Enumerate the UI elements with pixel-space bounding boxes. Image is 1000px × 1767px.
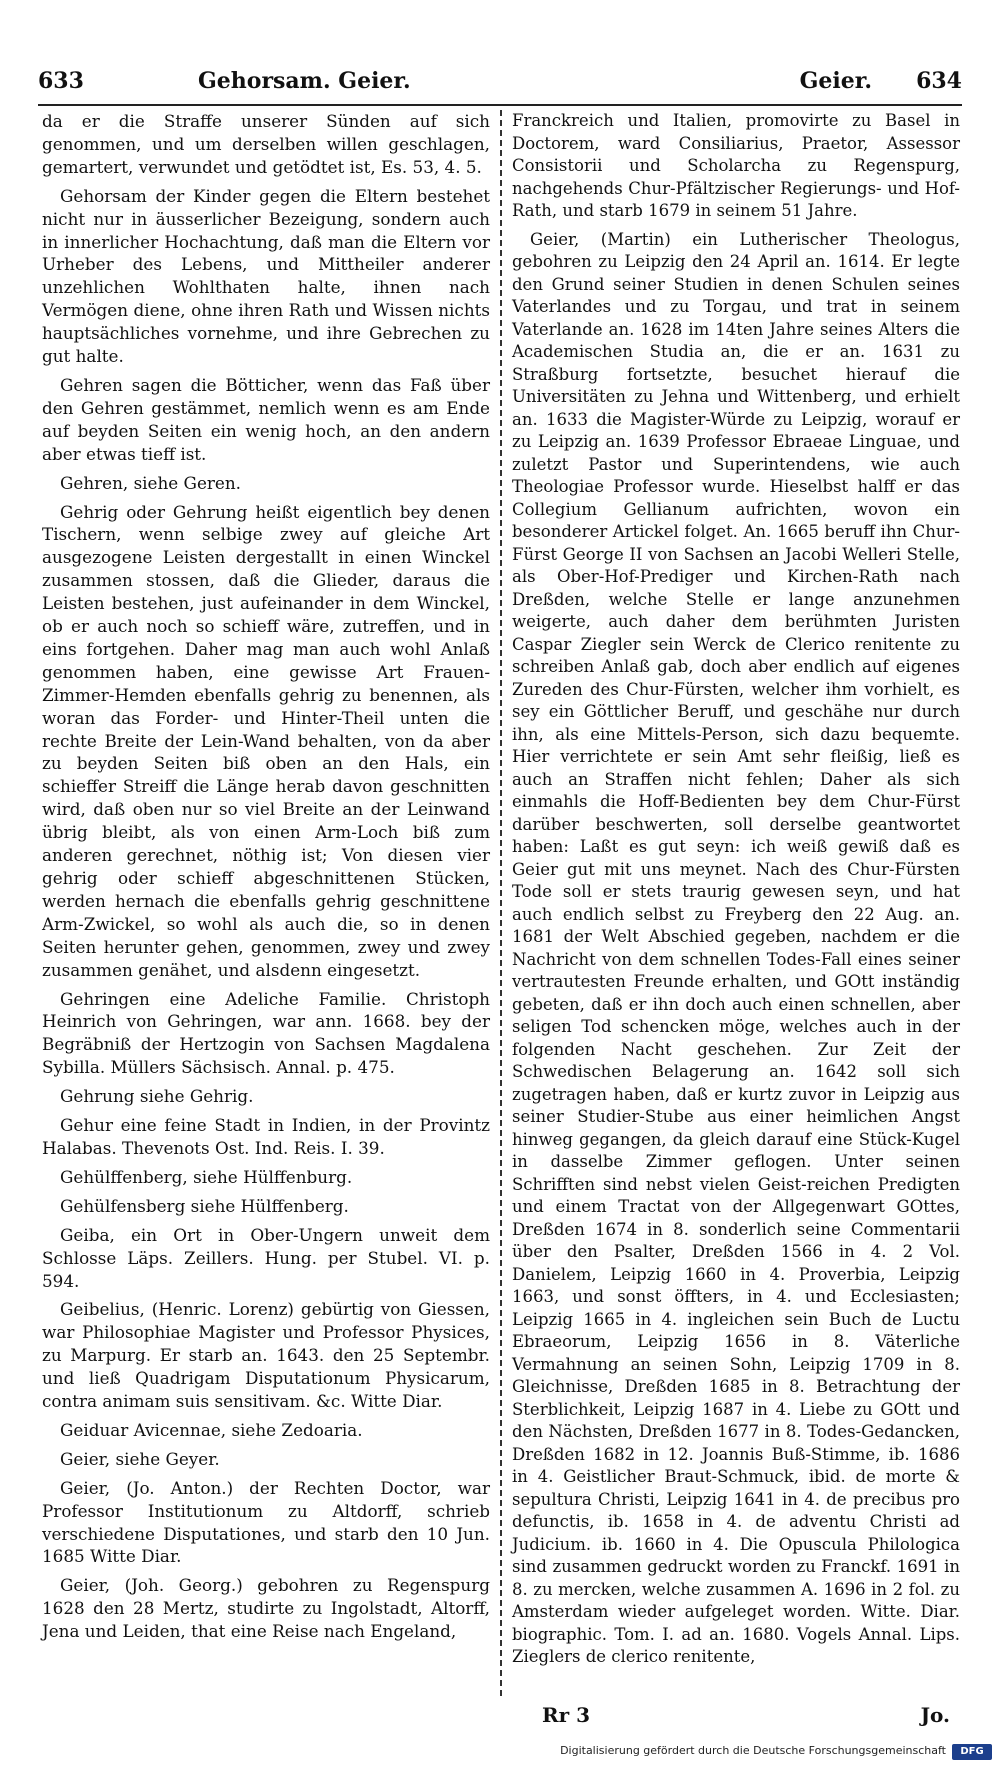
column-divider (500, 110, 502, 1700)
page-number-right: 634 (916, 68, 962, 94)
entry: Gehrung siehe Gehrig. (60, 1086, 254, 1107)
entry: Gehren sagen die Bötticher, wenn das Faß über den Gehren gestämmet, nemlich wenn es am Ende auf beyden Seiten ein wenig hoch, an den andern aber etwas tieff ist. (42, 374, 490, 464)
page-footer (42, 1703, 960, 1737)
entry: Geier, (Jo. Anton.) der Rechten Doctor, war Professor Institutionum zu Altdorff, schrieb verschiedene Disputationes, und starb den 10 Jun. 1685 Witte Diar. (42, 1477, 490, 1567)
entry: Gehülfensberg siehe Hülffenberg. (60, 1195, 349, 1216)
entry: Geier, (Joh. Georg.) gebohren zu Regenspurg 1628 den 28 Mertz, studirte zu Ingolstadt, Altorff, Jena und Leiden, that eine Reise nach Engeland, (42, 1575, 490, 1642)
header-title-right: Geier. (799, 68, 872, 94)
catchword: Jo. (920, 1703, 950, 1727)
entry: Gehülffenberg, siehe Hülffenburg. (60, 1166, 353, 1187)
entry: Gehrig oder Gehrung heißt eigentlich bey denen Tischern, wenn selbige zwey auf gleiche Art ausgezogene Leisten dergestallt in einen Winckel zusammen stossen, daß die Glieder, daraus die Leisten bestehen, just aufeinander in dem Winckel, ob er auch noch so schieff wäre, zutreffen, und in eins fortgehen. Daher mag man auch wohl Anlaß genommen haben, eine gewisse Art Frauen-Zimmer-Hemden ebenfalls gehrig zu benennen, als woran das Forder- und Hinter-Theil unten die rechte Breite der Lein-Wand behalten, von da aber zu beyden Seiten biß oben an den Hals, ein schieffer Streiff die Länge herab davon geschnitten wird, daß oben nur so viel Breite an der Leinwand übrig bleibt, als von einen Arm-Loch biß zum anderen gerechnet, nöthig ist; Von diesen vier gehrig oder schieff abgeschnittenen Stücken, werden hernach die ebenfalls gehrig geschnittene Arm-Zwickel, so wohl als auch die, so in denen Seiten herunter gehen, genommen, zwey und zwey zusammen genähet, und alsdenn eingesetzt. (42, 501, 490, 980)
entry: Gehorsam der Kinder gegen die Eltern bestehet nicht nur in äusserlicher Bezeigung, sondern auch in innerlicher Hochachtung, daß man die Eltern vor Urheber des Lebens, und Mittheiler anderer unzehlichen Wohlthaten halte, ihnen nach Vermögen diene, ohne ihren Rath und Wissen nichts hauptsächliches vornehme, und ihre Gebrechen zu gut halte. (42, 185, 490, 367)
entry: Geiba, ein Ort in Ober-Ungern unweit dem Schlosse Läps. Zeillers. Hung. per Stubel. VI. p. 594. (42, 1224, 490, 1291)
signature-mark: Rr 3 (542, 1703, 591, 1727)
digitization-credit: Digitalisierung gefördert durch die Deutsche Forschungsgemeinschaft (560, 1744, 946, 1757)
dfg-logo: DFG (952, 1744, 992, 1760)
right-column (512, 110, 960, 1675)
entry: da er die Straffe unserer Sünden auf sich genommen, und um derselben willen geschlagen, gemartert, verwundet und getödtet ist, Es. 53, 4. 5. (42, 111, 490, 177)
entry: Geier, siehe Geyer. (60, 1448, 220, 1469)
entry: Geibelius, (Henric. Lorenz) gebürtig von Giessen, war Philosophiae Magister und Professor Physices, zu Marpurg. Er starb an. 1643. den 25 Septembr. und ließ Quadrigam Disputationum Physicarum, contra animam suis sensitivam. &c. Witte Diar. (42, 1299, 490, 1412)
entry: Geiduar Avicennae, siehe Zedoaria. (60, 1419, 363, 1440)
entry: Gehren, siehe Geren. (60, 472, 241, 493)
entry: Gehur eine feine Stadt in Indien, in der Provintz Halabas. Thevenots Ost. Ind. Reis. I. 39. (42, 1115, 490, 1158)
header-rule (38, 104, 962, 106)
page-number-left: 633 (38, 68, 84, 94)
entry: Geier, (Martin) ein Lutherischer Theologus, gebohren zu Leipzig den 24 April an. 1614. Er legte den Grund seiner Studien in denen Schulen seines Vaterlandes und zu Torgau, und trat in seinem Vaterlande an. 1628 im 14ten Jahre seines Alters die Academischen Studia an, die er an. 1631 zu Straßburg fortsetzte, besuchet hierauf die Universitäten zu Jehna und Wittenberg, und erhielt an. 1633 die Magister-Würde zu Leipzig, worauf er zu Leipzig an. 1639 Professor Ebraeae Linguae, und zuletzt Pastor und Superintendens, wie auch Theologiae Professor wurde. Hieselbst halff er das Collegium Gellianum aufrichten, wovon ein besonderer Artickel folget. An. 1665 beruff ihn Chur-Fürst George II von Sachsen an Jacobi Welleri Stelle, als Ober-Hof-Prediger und Kirchen-Rath nach Dreßden, welche Stelle er lange anzunehmen weigerte, auch daher dem berühmten Juristen Caspar Ziegler sein Werck de Clerico renitente zu schreiben Anlaß gab, doch aber endlich auf eigenes Zureden des Chur-Fürsten, welcher ihm vorhielt, es sey ein Göttlicher Beruff, und geschähe nur durch ihn, als eine Mittels-Person, sich dazu bequemte. Hier verrichtete er sein Amt sehr fleißig, ließ es auch an Straffen nicht fehlen; Daher als sich einmahls die Hoff-Bedienten bey dem Chur-Fürst darüber beschwerten, soll derselbe geantwortet haben: Laßt es gut seyn: ich weiß gewiß daß es Geier gut mit uns meynet. Nach des Chur-Fürsten Tode soll er stets traurig gewesen seyn, und hat auch endlich selbst zu Freyberg den 22 Aug. an. 1681 der Welt Abschied gegeben, nachdem er die Nachricht von dem schnellen Todes-Fall eines seiner vertrautesten Freunde erhalten, und GOtt inständig gebeten, daß er ihn doch auch einen schnellen, aber seligen Tod schencken möge, welches auch in der folgenden Nacht geschehen. Zur Zeit der Schwedischen Belagerung an. 1642 soll sich zugetragen haben, daß er kurtz zuvor in Leipzig aus seiner Studier-Stube aus einer heimlichen Angst hinweg gegangen, da gleich darauf eine Stück-Kugel in dasselbe Zimmer geflogen. Unter seinen Schrifften sind nebst vielen Geist-reichen Predigten und einem Tractat von der Allgegenwart GOttes, Dreßden 1674 in 8. sonderlich seine Commentarii über den Psalter, Dreßden 1566 in 4. 2 Vol. Danielem, Leipzig 1660 in 4. Proverbia, Leipzig 1663, und sonst öffters, in 4. und Ecclesiasten; Leipzig 1665 in 4. ingleichen sein Buch de Luctu Ebraeorum, Leipzig 1656 in 8. Väterliche Vermahnung an seinen Sohn, Leipzig 1709 in 8. Gleichnisse, Dreßden 1685 in 8. Betrachtung der Sterblichkeit, Leipzig 1687 in 4. Liebe zu GOtt und den Nächsten, Dreßden 1677 in 8. Todes-Gedancken, Dreßden 1682 in 12. Joannis Buß-Stimme, ib. 1686 in 4. Geistlicher Braut-Schmuck, ibid. de morte & sepultura Christi, Leipzig 1641 in 4. de precibus pro defunctis, ib. 1658 in 4. de adventu Christi ad Judicium. ib. 1660 in 4. Die Opuscula Philologica sind zusammen gedruckt worden zu Franckf. 1691 in 8. zu mercken, welche zusammen A. 1696 in 2 fol. zu Amsterdam wieder aufgeleget worden. Witte. Diar. biographic. Tom. I. ad an. 1680. Vogels Annal. Lips. Zieglers de clerico renitente, (512, 229, 960, 1666)
running-header (38, 68, 962, 104)
header-title-left: Gehorsam. Geier. (198, 68, 411, 94)
entry: Franckreich und Italien, promovirte zu Basel in Doctorem, ward Consiliarius, Praetor, Assessor Consistorii und Scholarcha zu Regenspurg, nachgehends Chur-Pfältzischer Regierungs- und Hof-Rath, und starb 1679 in seinem 51 Jahre. (512, 111, 960, 220)
entry: Gehringen eine Adeliche Familie. Christoph Heinrich von Gehringen, war ann. 1668. bey der Begräbniß der Hertzogin von Sachsen Magdalena Sybilla. Müllers Sächsisch. Annal. p. 475. (42, 988, 490, 1078)
left-column (42, 110, 490, 1649)
